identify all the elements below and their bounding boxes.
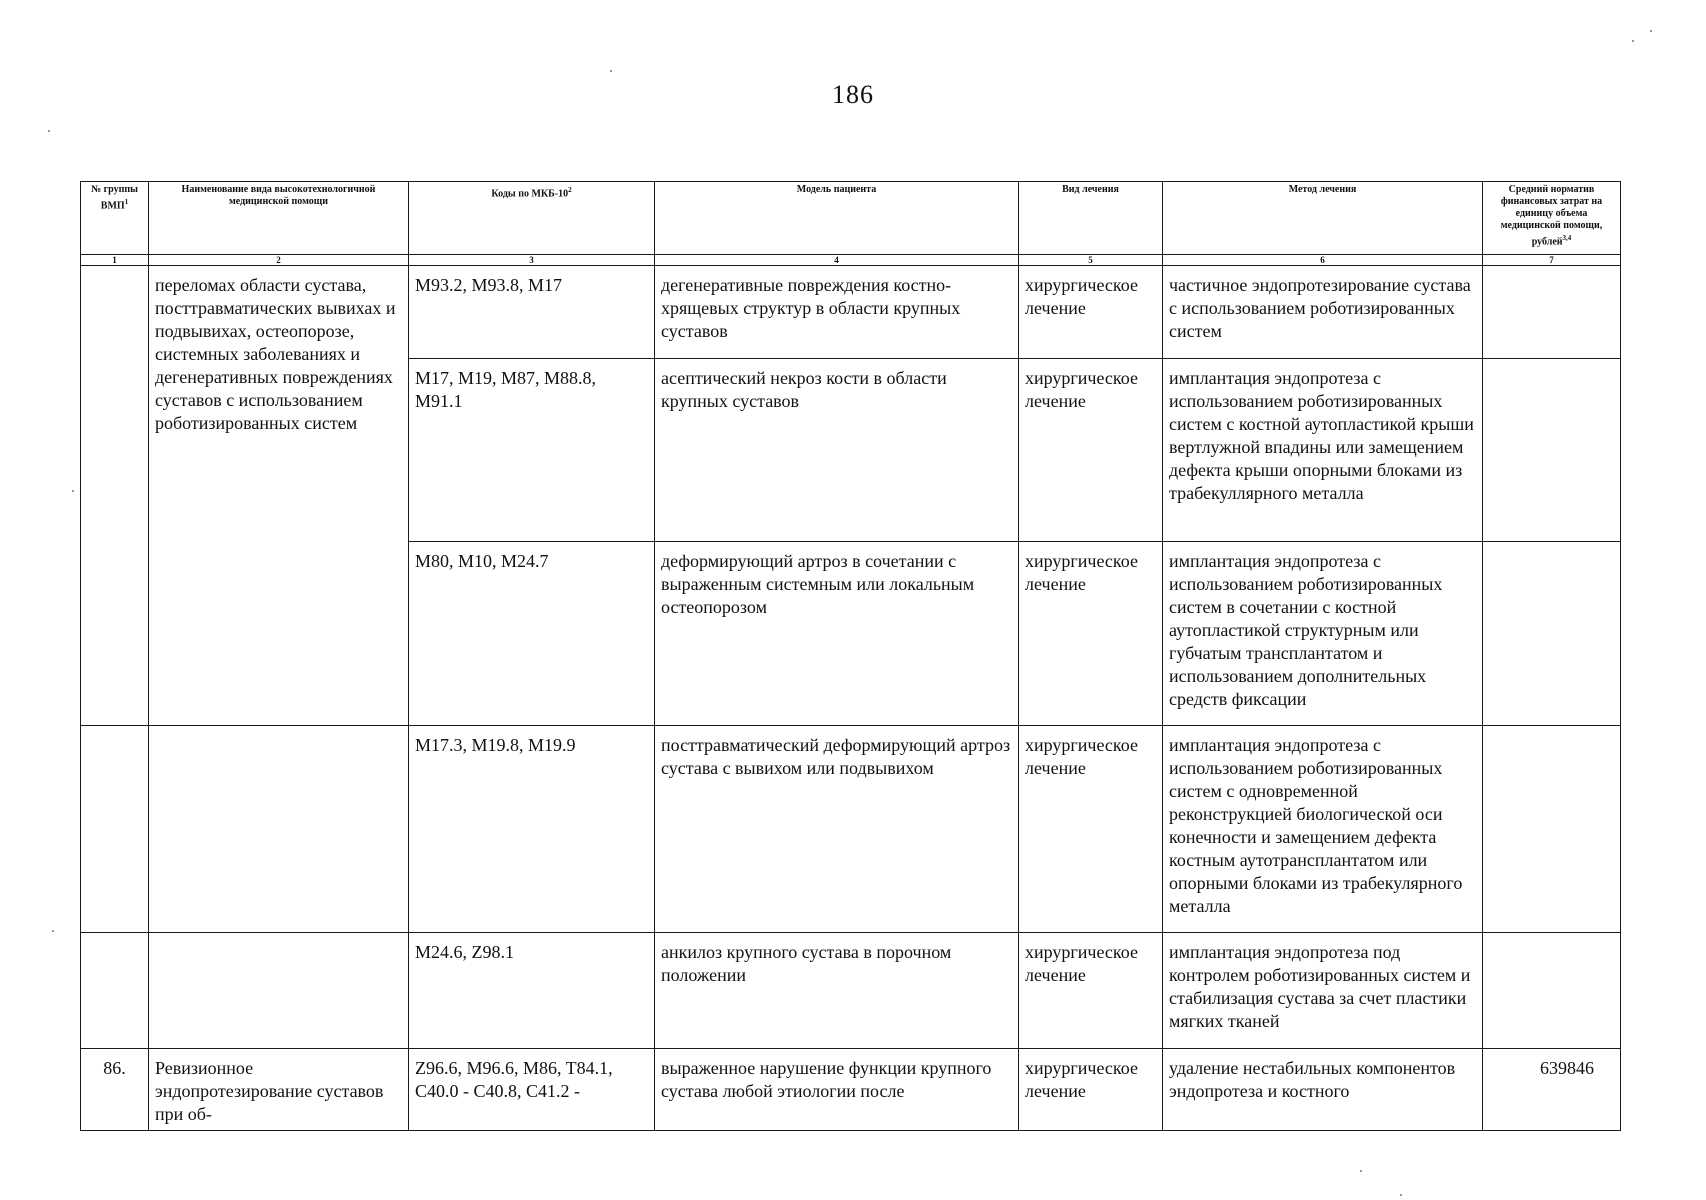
icd-codes-cell: M24.6, Z98.1 — [409, 933, 655, 1049]
care-name-cell: Ревизионное эндопротезирование суставов при об- — [149, 1049, 409, 1131]
cost-cell — [1483, 266, 1621, 359]
cost-cell — [1483, 726, 1621, 933]
patient-model-cell: выраженное нарушение функции крупного сустава любой этиологии после — [655, 1049, 1019, 1131]
table-row — [81, 1049, 1621, 1131]
icd-codes-cell: M93.2, M93.8, M17 — [409, 266, 655, 359]
column-number: 5 — [1019, 255, 1163, 266]
treatment-method-cell: имплантация эндопротеза с использованием роботизированных систем с костной аутопластикой крыши вертлужной впадины или замещением дефекта крыши опорными блоками из трабекуллярного металла — [1163, 359, 1483, 542]
group-number-cell — [81, 933, 149, 1049]
header-care-name: Наименование вида высокотехнологичной медицинской помощи — [149, 182, 409, 255]
icd-codes-cell: M80, M10, M24.7 — [409, 542, 655, 726]
group-number-cell — [81, 726, 149, 933]
cost-cell — [1483, 542, 1621, 726]
treatment-method-cell: имплантация эндопротеза с использованием роботизированных систем с одновременной реконструкцией биологической оси конечности и замещением дефекта костным аутотрансплантатом или опорными блоками из трабекулярного металла — [1163, 726, 1483, 933]
header-icd-codes: Коды по МКБ-$10^2$ — [409, 182, 655, 255]
icd-codes-cell: M17, M19, M87, M88.8, M91.1 — [409, 359, 655, 542]
treatment-type-cell: хирургическое лечение — [1019, 1049, 1163, 1131]
icd-codes-cell: Z96.6, M96.6, M86, T84.1, C40.0 - C40.8, C41.2 - — [409, 1049, 655, 1131]
group-number-cell: 86. — [81, 1049, 149, 1131]
group-number-cell — [81, 266, 149, 726]
table-header-row — [81, 182, 1621, 255]
table-row — [81, 933, 1621, 1049]
header-group-number: № группы ВМП$^1$ — [81, 182, 149, 255]
treatment-type-cell: хирургическое лечение — [1019, 359, 1163, 542]
header-treatment-method: Метод лечения — [1163, 182, 1483, 255]
page-number: 186 — [832, 80, 874, 109]
header-cost-standard: Средний норматив финансовых затрат на единицу объема медицинской помощи, рублей$^{3,4}$ — [1483, 182, 1621, 255]
treatment-method-cell: частичное эндопротезирование сустава с использованием роботизированных систем — [1163, 266, 1483, 359]
care-name-cell: переломах области сустава, посттравматических вывихах и подвывихах, остеопорозе, системных заболеваниях и дегенеративных повреждениях суставов с использованием роботизированных систем — [149, 266, 409, 726]
care-name-cell — [149, 933, 409, 1049]
icd-codes-cell: M17.3, M19.8, M19.9 — [409, 726, 655, 933]
cost-cell: 639846 — [1483, 1049, 1621, 1131]
treatment-type-cell: хирургическое лечение — [1019, 726, 1163, 933]
treatment-type-cell: хирургическое лечение — [1019, 542, 1163, 726]
patient-model-cell: дегенеративные повреждения костно-хрящевых структур в области крупных суставов — [655, 266, 1019, 359]
column-number: 7 — [1483, 255, 1621, 266]
table-row — [81, 266, 1621, 359]
column-number: 3 — [409, 255, 655, 266]
column-numbers-row — [81, 255, 1621, 266]
vmp-table — [80, 181, 1621, 1131]
cost-cell — [1483, 933, 1621, 1049]
table-row — [81, 726, 1621, 933]
column-number: 2 — [149, 255, 409, 266]
cost-cell — [1483, 359, 1621, 542]
treatment-method-cell: имплантация эндопротеза под контролем роботизированных систем и стабилизация сустава за счет пластики мягких тканей — [1163, 933, 1483, 1049]
column-number: 6 — [1163, 255, 1483, 266]
column-number: 1 — [81, 255, 149, 266]
header-treatment-type: Вид лечения — [1019, 182, 1163, 255]
header-patient-model: Модель пациента — [655, 182, 1019, 255]
treatment-type-cell: хирургическое лечение — [1019, 266, 1163, 359]
patient-model-cell: посттравматический деформирующий артроз сустава с вывихом или подвывихом — [655, 726, 1019, 933]
patient-model-cell: деформирующий артроз в сочетании с выраженным системным или локальным остеопорозом — [655, 542, 1019, 726]
treatment-type-cell: хирургическое лечение — [1019, 933, 1163, 1049]
treatment-method-cell: удаление нестабильных компонентов эндопротеза и костного — [1163, 1049, 1483, 1131]
care-name-cell — [149, 726, 409, 933]
patient-model-cell: асептический некроз кости в области крупных суставов — [655, 359, 1019, 542]
patient-model-cell: анкилоз крупного сустава в порочном положении — [655, 933, 1019, 1049]
column-number: 4 — [655, 255, 1019, 266]
treatment-method-cell: имплантация эндопротеза с использованием роботизированных систем в сочетании с костной аутопластикой структурным или губчатым трансплантатом и использованием дополнительных средств фиксации — [1163, 542, 1483, 726]
